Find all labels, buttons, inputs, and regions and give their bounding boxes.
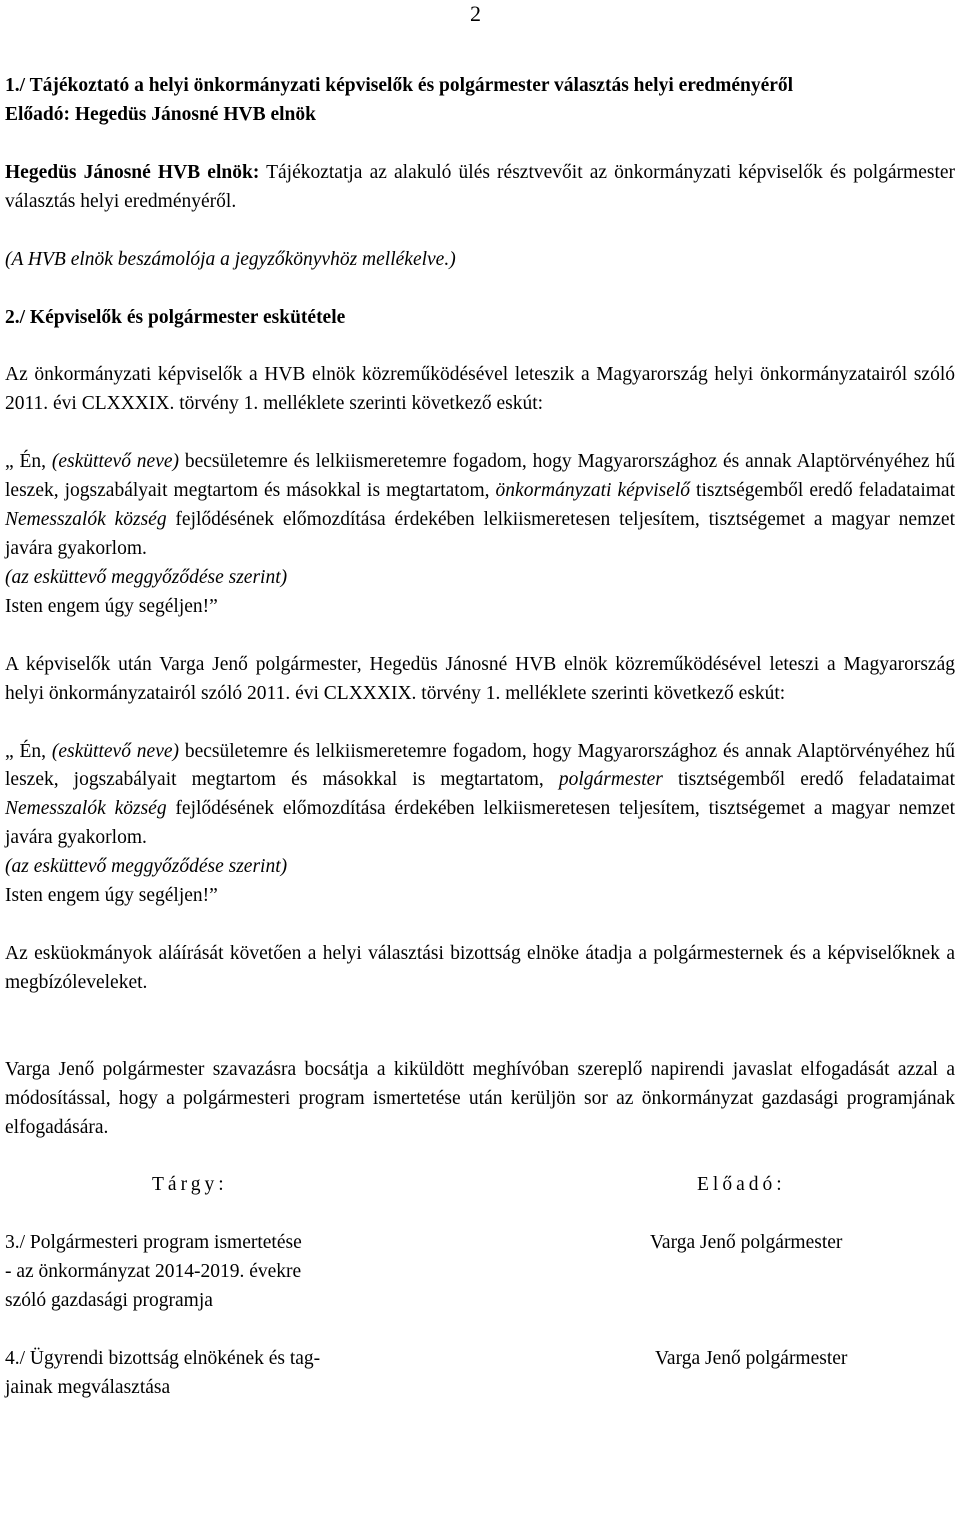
section1-note: (A HVB elnök beszámolója a jegyzőkönyvhöz mellékelve.) — [5, 248, 456, 270]
agenda-vote-paragraph: Varga Jenő polgármester szavazásra bocsátja a kiküldött meghívóban szereplő napirendi javaslat elfogadását azzal a módosítással, hogy a polgármesteri program ismertetése után kerüljön sor az önkormányzat gazdasági programjának elfogadására. — [5, 1058, 955, 1138]
agenda-subject-header: Tárgy: — [152, 1174, 228, 1196]
mayor-oath-intro: A képviselők után Varga Jenő polgármester, Hegedüs Jánosné HVB elnök közreműködésével leteszi a Magyarország helyi önkormányzatairól szóló 2011. évi CLXXXIX. törvény 1. melléklete szerinti következő eskút: — [5, 653, 955, 704]
agenda-item-presenter: Varga Jenő polgármester — [655, 1348, 848, 1370]
oath2-closing: Isten engem úgy segéljen!” — [5, 885, 218, 907]
speech-text: Tájékoztatja az alakuló ülés résztvevőit az önkormányzati képviselők és polgármester választás helyi eredményéről. — [5, 161, 956, 212]
page-number: 2 — [470, 1, 481, 26]
section1-speech — [5, 159, 955, 217]
agenda-item — [5, 1345, 955, 1403]
oath-mayor: „ Én, (esküttevő neve) becsületemre és lelkiismeretemre fogadom, hogy Magyarországhoz és annak Alaptörvényéhez hű leszek, jogszabályait megtartom és másokkal is megtartatom, polgármester tisztségemből eredő feladataimat Nemesszalók község fejlődésének előmozdítása érdekében lelkiismeretesen teljesítem, tisztségemet a magyar nemzet javára gyakorlom. — [5, 740, 955, 849]
section1-presenter: Előadó: Hegedüs Jánosné HVB elnök — [5, 103, 316, 125]
agenda-item — [5, 1229, 955, 1316]
agenda-item-subject: 3./ Polgármesteri program ismertetése - az önkormányzat 2014-2019. évekre szóló gazdasági programja — [5, 1232, 302, 1312]
oath1-closing: Isten engem úgy segéljen!” — [5, 595, 218, 617]
section1-title: 1./ Tájékoztató a helyi önkormányzati képviselők és polgármester választás helyi eredményéről — [5, 75, 794, 96]
after-oath-paragraph: Az esküokmányok aláírását követően a helyi választási bizottság elnöke átadja a polgármesternek és a képviselőknek a megbízóleveleket. — [5, 942, 955, 993]
agenda-item-subject: 4./ Ügyrendi bizottság elnökének és tag- jainak megválasztása — [5, 1348, 321, 1398]
oath1-belief: (az esküttevő meggyőződése szerint) — [5, 566, 288, 588]
oath-representatives: „ Én, (esküttevő neve) becsületemre és lelkiismeretemre fogadom, hogy Magyarországhoz és annak Alaptörvényéhez hű leszek, jogszabályait megtartom és másokkal is megtartatom, önkormányzati képviselő tisztségemből eredő feladataimat Nemesszalók község fejlődésének előmozdítása érdekében lelkiismeretesen teljesítem, tisztségemet a magyar nemzet javára gyakorlom. — [5, 451, 956, 559]
document-body — [5, 72, 955, 1403]
speaker-name: Hegedüs Jánosné HVB elnök: — [5, 161, 260, 183]
section2-title: 2./ Képviselők és polgármester eskütétele — [5, 306, 346, 328]
oath2-belief: (az esküttevő meggyőződése szerint) — [5, 856, 288, 878]
agenda-presenter-header: Előadó: — [697, 1174, 786, 1196]
section2-intro: Az önkormányzati képviselők a HVB elnök közreműködésével leteszik a Magyarország helyi önkormányzatairól szóló 2011. évi CLXXXIX. törvény 1. melléklete szerinti következő eskút: — [5, 364, 955, 415]
agenda-header — [5, 1171, 955, 1200]
agenda-item-presenter: Varga Jenő polgármester — [650, 1232, 843, 1254]
